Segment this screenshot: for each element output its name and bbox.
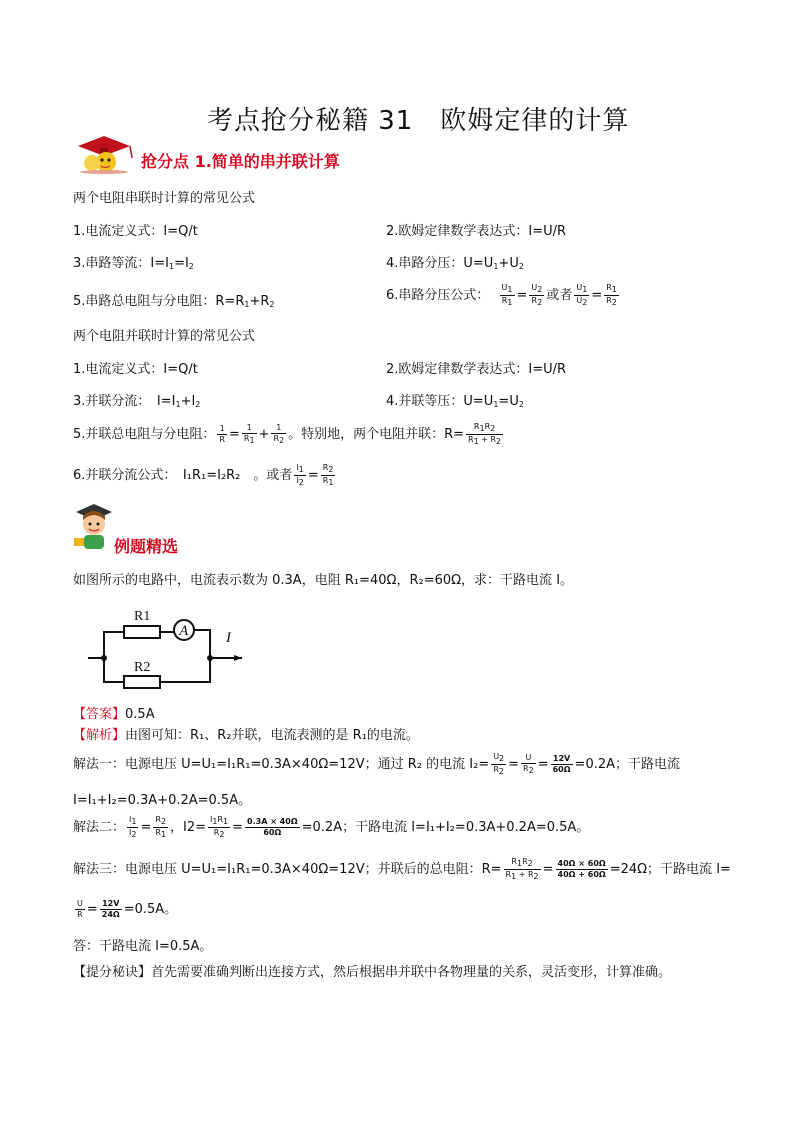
r2-label: R2 <box>134 660 151 675</box>
parallel-formula-3: 3.并联分流： $I=I_1+I_2$ <box>73 394 201 409</box>
page-title: 考点抢分秘籍 31 欧姆定律的计算 <box>207 106 630 136</box>
top-branch-wire-left <box>104 632 124 658</box>
series-formula-4: 4.串路分压：$U=U_1+U_2$ <box>386 256 524 271</box>
parallel-formula-4: 4.并联等压：$U=U_1=U_2$ <box>386 394 524 409</box>
circuit-diagram <box>86 600 256 699</box>
section-heading-2: 例题精选 <box>114 537 179 556</box>
method-1-line-1: 解法一：电源电压 U=U₁=I₁R₁=0.3A×40Ω=12V；通过 R₂ 的电流 I₂= $\frac{U_2}{R_2}$ = $\frac{U}{R_2}$ = $\frac{12V}{60\Omega}$ =0.2A；干路电流 <box>73 752 681 776</box>
series-intro: 两个电阻串联时计算的常见公式 <box>73 191 256 206</box>
bottom-branch-wire-right <box>160 658 210 682</box>
series-formula-3: 3.串路等流：$I=I_1=I_2$ <box>73 256 194 271</box>
current-label: I <box>226 630 231 646</box>
parallel-formula-2: 2.欧姆定律数学表达式：I=U/R <box>386 362 567 377</box>
method-3-line-2: $\frac{U}{R}$ = $\frac{12V}{24\Omega}$ =0.5A。 <box>77 899 178 919</box>
student-mascot-icon <box>70 502 116 556</box>
parallel-formula-6: 6.并联分流公式： I₁R₁=I₂R₂ 。或者 $\frac{I_1}{I_2}$ = $\frac{R_2}{R_1}$ <box>73 463 334 487</box>
tip-line: 【提分秘诀】首先需要准确判断出连接方式，然后根据串并联中各物理量的关系，灵活变形，计算准确。 <box>73 965 672 980</box>
series-formula-1: 1.电流定义式：I=Q/t <box>73 224 198 239</box>
parallel-formula-5: 5.并联总电阻与分电阻： $\frac{1}{R}$ = $\frac{1}{R_1}$ + $\frac{1}{R_2}$ 。特别地，两个电阻并联：R= $\frac{R_1R_2}{R_1 + R_2}$ <box>73 422 502 446</box>
conclusion-line: 答：干路电流 I=0.5A。 <box>73 939 213 954</box>
method-3-line-1: 解法三：电源电压 U=U₁=I₁R₁=0.3A×40Ω=12V；并联后的总电阻：R= $\frac{R_1R_2}{R_1 + R_2}$ = $\frac{40\Omega \times 60\Omega}{40\Omega + 60\Omega}$ =24Ω；干路电流 I= <box>73 857 731 881</box>
section-heading-1: 抢分点 1.简单的串并联计算 <box>141 152 340 171</box>
ammeter-label: A <box>179 624 189 639</box>
bottom-branch-wire-left <box>104 658 124 682</box>
series-formula-5: 5.串路总电阻与分电阻：$R=R_1+R_2$ <box>73 294 275 309</box>
current-arrow-icon <box>234 655 242 661</box>
analysis-line: 【解析】由图可知：R₁、R₂并联，电流表测的是 R₁的电流。 <box>73 728 419 743</box>
answer-line: 【答案】0.5A <box>73 707 155 722</box>
top-branch-wire-right <box>194 630 210 658</box>
method-1-line-2: I=I₁+I₂=0.3A+0.2A=0.5A。 <box>73 793 252 808</box>
parallel-formula-1: 1.电流定义式：I=Q/t <box>73 362 198 377</box>
graduation-cap-mascot-icon <box>74 134 136 178</box>
series-formula-6: 6.串路分压公式： $\frac{U_1}{R_1}$ = $\frac{U_2}{R_2}$ 或者 $\frac{U_1}{U_2}$ = $\frac{R_1}{R_2}$ <box>386 283 617 307</box>
resistor-r1 <box>124 626 160 638</box>
parallel-intro: 两个电阻并联时计算的常见公式 <box>73 329 256 344</box>
question-text: 如图所示的电路中，电流表示数为 0.3A，电阻 R₁=40Ω，R₂=60Ω，求：干路电流 I。 <box>73 573 574 588</box>
method-2-line: 解法二： $\frac{I_1}{I_2}$ = $\frac{R_2}{R_1}$ ，I2= $\frac{I_1R_1}{R_2}$ = $\frac{0.3A \times 40\Omega}{60\Omega}$ =0.2A；干路电流 I=I₁+I₂=0.3A+0.2A=0.5A。 <box>73 815 590 839</box>
r1-label: R1 <box>134 609 151 624</box>
series-formula-2: 2.欧姆定律数学表达式：I=U/R <box>386 224 567 239</box>
resistor-r2 <box>124 676 160 688</box>
